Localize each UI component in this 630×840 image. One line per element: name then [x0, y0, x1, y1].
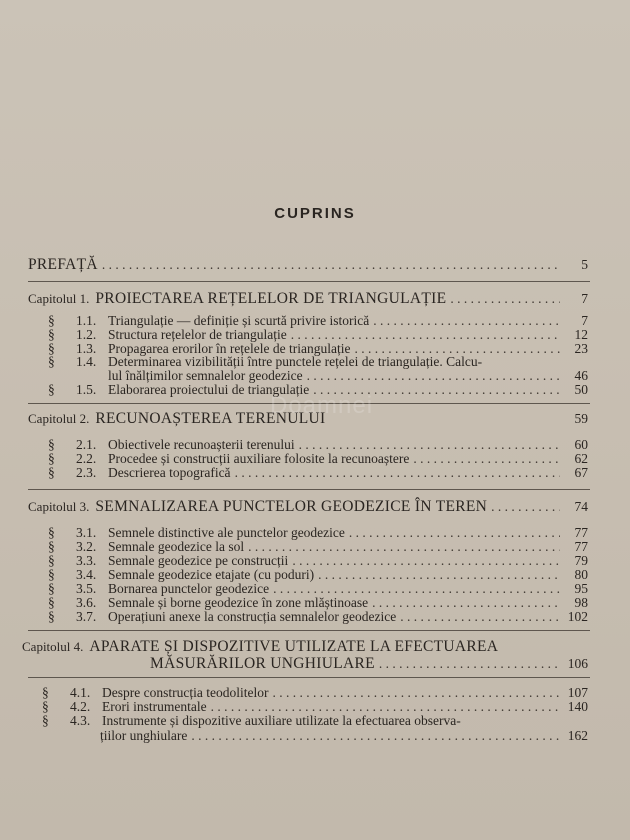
page-number: 98 [574, 595, 588, 610]
section-sign: § [42, 685, 49, 700]
page-number: 102 [567, 609, 588, 624]
page-number: 77 [574, 539, 588, 554]
leader-dots [313, 383, 560, 397]
page-number: 67 [574, 465, 588, 480]
section-number: 3.3. [76, 553, 97, 568]
leader-dots [349, 526, 560, 540]
page-number: 12 [574, 327, 588, 342]
section-sign: § [48, 553, 55, 568]
chapter-title-continued: MĂSURĂRILOR UNGHIULARE [150, 655, 375, 672]
section-title: Procedee și construcții auxiliare folosite la recunoaștere [108, 451, 410, 466]
section-title-continued: lul înălțimilor semnalelor geodezice [108, 368, 303, 383]
leader-dots [191, 729, 560, 743]
section-number: 4.3. [70, 713, 91, 728]
page-number: 107 [567, 685, 588, 700]
section-title: Operațiuni anexe la construcția semnalelor geodezice [108, 609, 397, 624]
toc-item [48, 466, 588, 480]
leader-dots [248, 540, 560, 554]
section-title: Determinarea vizibilității între punctele rețelei de triangulație. Calcu- [108, 354, 483, 369]
leader-dots [373, 314, 560, 328]
page-number: 77 [574, 525, 588, 540]
section-number: 3.6. [76, 595, 97, 610]
section-number: 2.2. [76, 451, 97, 466]
toc-item [48, 328, 588, 342]
page-number: 23 [574, 341, 588, 356]
page-number: 59 [574, 411, 588, 426]
section-number: 1.2. [76, 327, 97, 342]
leader-dots [272, 686, 560, 700]
section-number: 4.2. [70, 699, 91, 714]
section-number: 4.1. [70, 685, 91, 700]
leader-dots [450, 292, 560, 306]
section-title: Bornarea punctelor geodezice [108, 581, 270, 596]
section-sign: § [48, 581, 55, 596]
chapter-title: APARATE ȘI DISPOZITIVE UTILIZATE LA EFECTUAREA [89, 638, 499, 655]
chapter-title: PROIECTAREA REȚELELOR DE TRIANGULAȚIE [95, 290, 447, 307]
toc-item-continuation [108, 369, 588, 383]
section-title: Semnale și borne geodezice în zone mlăștinoase [108, 595, 369, 610]
section-title: Semnale geodezice pe construcții [108, 553, 289, 568]
section-sign: § [48, 437, 55, 452]
toc-chapter-3 [28, 500, 588, 514]
section-number: 3.2. [76, 539, 97, 554]
section-number: 3.1. [76, 525, 97, 540]
toc-item [48, 568, 588, 582]
leader-dots [372, 596, 560, 610]
leader-dots [400, 610, 560, 624]
page-number: 79 [574, 553, 588, 568]
section-title: Triangulație — definiție și scurtă privire istorică [108, 313, 370, 328]
toc-item [42, 686, 588, 700]
preface-label: PREFAȚĂ [28, 256, 98, 273]
section-sign: § [48, 567, 55, 582]
page-number: 5 [581, 257, 588, 272]
toc-item [48, 438, 588, 452]
chapter-title: RECUNOAȘTEREA TERENULUI [95, 410, 326, 427]
leader-dots [291, 328, 560, 342]
section-sign: § [48, 382, 55, 397]
section-title: Erori instrumentale [102, 699, 207, 714]
section-sign: § [48, 609, 55, 624]
section-sign: § [48, 327, 55, 342]
page-number: 62 [574, 451, 588, 466]
chapter-title: SEMNALIZAREA PUNCTELOR GEODEZICE ÎN TEREN [95, 498, 488, 515]
leader-dots [235, 466, 560, 480]
section-number: 1.3. [76, 341, 97, 356]
toc-chapter-1 [28, 292, 588, 306]
section-sign: § [48, 451, 55, 466]
section-title: Descrierea topografică [108, 465, 231, 480]
page-number: 162 [567, 728, 588, 743]
divider [28, 630, 590, 631]
section-title: Semnale geodezice etajate (cu poduri) [108, 567, 315, 582]
page-number: 60 [574, 437, 588, 452]
section-sign: § [48, 595, 55, 610]
toc-item [48, 596, 588, 610]
section-number: 2.1. [76, 437, 97, 452]
watermark: Doamnei [270, 392, 374, 419]
section-title: Semnale geodezice la sol [108, 539, 245, 554]
section-number: 2.3. [76, 465, 97, 480]
toc-item [48, 526, 588, 540]
section-title-continued: țiilor unghiulare [100, 728, 188, 743]
toc-chapter-4 [22, 640, 588, 654]
chapter-label: Capitolul 1. [28, 291, 90, 306]
section-title: Propagarea erorilor în rețelele de triangulație [108, 341, 351, 356]
section-sign: § [48, 525, 55, 540]
leader-dots [102, 258, 560, 272]
section-number: 1.1. [76, 313, 97, 328]
page-number: 80 [574, 567, 588, 582]
toc-item [48, 582, 588, 596]
toc-chapter-2 [28, 412, 588, 426]
toc-item [48, 554, 588, 568]
page-number: 106 [567, 656, 588, 671]
page-number: 95 [574, 581, 588, 596]
toc-preface [28, 258, 588, 272]
section-title: Elaborarea proiectului de triangulație [108, 382, 310, 397]
divider [28, 677, 590, 678]
divider [28, 281, 590, 282]
chapter-label: Capitolul 4. [22, 639, 84, 654]
toc-item [42, 714, 588, 728]
section-sign: § [48, 341, 55, 356]
leader-dots [273, 582, 560, 596]
chapter-label: Capitolul 2. [28, 411, 90, 426]
toc-item [42, 700, 588, 714]
section-title: Structura rețelelor de triangulație [108, 327, 287, 342]
section-sign: § [48, 539, 55, 554]
page-number: 140 [567, 699, 588, 714]
toc-item [48, 314, 588, 328]
leader-dots [299, 438, 560, 452]
page-title: CUPRINS [274, 205, 356, 222]
leader-dots [292, 554, 560, 568]
page-number: 74 [574, 499, 588, 514]
page-number: 46 [574, 368, 588, 383]
toc-item [48, 540, 588, 554]
toc-item [48, 355, 588, 369]
section-sign: § [42, 713, 49, 728]
leader-dots [379, 657, 560, 671]
section-number: 3.5. [76, 581, 97, 596]
page-number: 7 [581, 313, 588, 328]
section-number: 1.5. [76, 382, 97, 397]
leader-dots [307, 369, 560, 383]
toc-item-continuation [100, 729, 588, 743]
section-sign: § [42, 699, 49, 714]
section-title: Obiectivele recunoașterii terenului [108, 437, 295, 452]
section-title: Despre construcția teodolitelor [102, 685, 269, 700]
section-number: 3.7. [76, 609, 97, 624]
leader-dots [211, 700, 560, 714]
leader-dots [491, 500, 560, 514]
divider [28, 403, 590, 404]
section-sign: § [48, 354, 55, 369]
toc-chapter-4-continuation [150, 657, 588, 671]
section-title: Semnele distinctive ale punctelor geodezice [108, 525, 345, 540]
divider [28, 489, 590, 490]
section-number: 3.4. [76, 567, 97, 582]
section-number: 1.4. [76, 354, 97, 369]
section-title: Instrumente și dispozitive auxiliare utilizate la efectuarea observa- [102, 713, 461, 728]
leader-dots [413, 452, 560, 466]
page-number: 7 [581, 291, 588, 306]
toc-item [48, 383, 588, 397]
section-sign: § [48, 313, 55, 328]
page-number: 50 [574, 382, 588, 397]
toc-item [48, 452, 588, 466]
toc-item [48, 610, 588, 624]
section-sign: § [48, 465, 55, 480]
chapter-label: Capitolul 3. [28, 499, 90, 514]
leader-dots [318, 568, 560, 582]
